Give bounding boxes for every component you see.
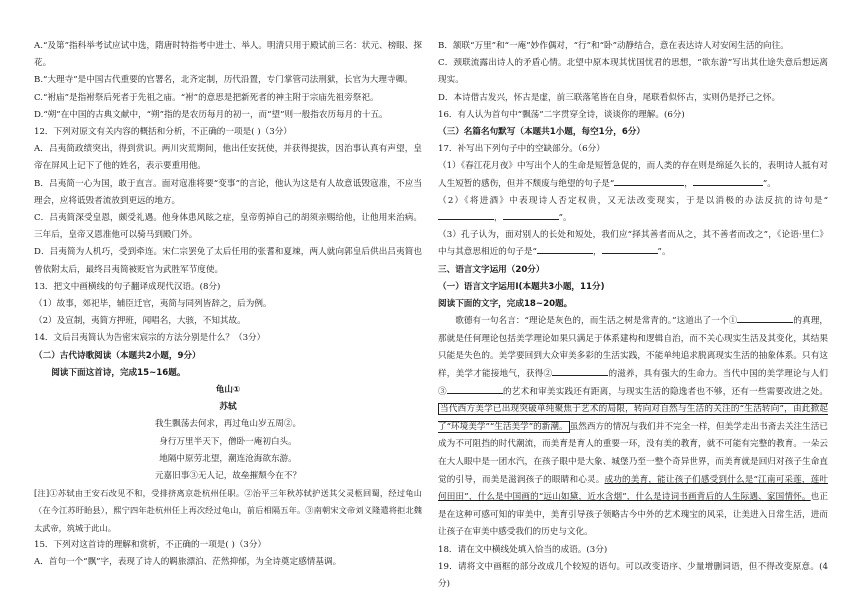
poem-notes: [注]①苏轼由王安石改见不和，受排挤离京赴杭州任职。②治平三年秋苏轼护送其父灵柩回蜀，经过龟山（在今江苏盱眙县），熙宁四年赴杭州任上再次经过龟山，前后相隔五年。③南朝宋文帝刘义隆遣将拒北魏太武帝，筑城于此山。 [34, 488, 422, 533]
question-13: 13．把文中画横线的句子翻译成现代汉语。(8分) [34, 281, 221, 292]
answer-blank[interactable] [447, 384, 503, 394]
section-poetry-heading: （二）古代诗歌阅读（本题共2小题，9分） [34, 350, 201, 361]
answer-blank[interactable] [614, 176, 684, 186]
reading-passage [438, 313, 828, 542]
q15-option-b: B．颔联“万里”和“一庵”妙作偶对，“行”和“卧”动静结合，意在表达诗人对安闲生活的向往。 [438, 41, 789, 51]
poem-line: 地隔中原劳北望，潮连沧海欲东游。 [159, 453, 297, 464]
q13-sentence-1: （1）故事，郊祀毕，辅臣迁官，夷简与同列皆辞之，后为例。 [34, 299, 272, 310]
q15-option-a: A．首句一个“飘”字，表现了诗人的羁旅漂泊、茫然抑郁，为全诗奠定感情基调。 [34, 557, 342, 568]
underlined-sentence: 成功的美育，能让孩子们感受到什么是“江南可采莲，莲叶何田田”，什么是中国画的“远山如黛，近水含烟”，什么是诗词书画背后的人生际遇、家国情怀。 [438, 474, 828, 503]
left-column [34, 38, 422, 571]
q17-item-3 [438, 227, 828, 261]
q17-1-comma: ， [684, 178, 693, 189]
section-recitation-heading: （三）名篇名句默写（本题共1小题，每空1分，6分） [438, 127, 646, 138]
passage-part: 的真理，那就是任何理论包括美学理论如果只满足于体系建构和逻辑自治，而不关心现实生活及其变化，其结果只能是失色的。美学要回到大众审美多彩的生活实践，不能单纯追求脱离现实生活的抽象体系。只有这样，美学才能接地气，获得② [438, 316, 828, 380]
q17-1-text: （1）《春江花月夜》中写出个人的生命是短暂急促的，而人类的存在则是绵延久长的，表明诗人抵有对人生短暂的感伤，但并不颓废与绝望的句子是“ [438, 161, 828, 189]
q17-2-comma: ， [494, 213, 503, 224]
poem-line: 元嘉旧事③无人记，故垒摧颓今在不？ [154, 471, 302, 482]
question-17: 17．补写出下列句子中的空缺部分。（6分） [438, 144, 605, 155]
right-column [438, 38, 828, 594]
question-14: 14．文后吕夷简认为告密宋宸宗的方法分别是什么？（3分） [34, 333, 266, 344]
q12-option-a: A．吕夷简政绩突出，得到赏识。两川灾荒期间，他出任安抚使，并获得提拔，因治事认真有声望，皇帝在屏风上记下了他的姓名，表示要重用他。 [34, 144, 422, 172]
q15-option-c: C．颈联流露出诗人的矛盾心情。北望中原本现其忧国忧君的思想，“欲东游”写出其仕途失意后想远离现实。 [438, 58, 828, 86]
q17-3-text: （3）孔子认为，面对别人的长处和短处，我们应“择其善者而从之，其不善者而改之”，《论语·里仁》中与其意思相近的句子是“ [438, 230, 828, 258]
answer-blank[interactable] [537, 244, 593, 254]
answer-blank[interactable] [552, 366, 608, 376]
poem-body [34, 416, 422, 485]
answer-blank[interactable] [737, 313, 793, 323]
q17-item-1 [438, 158, 828, 192]
option-c-fumiao: C.“袝庙”是指袝祭后死者于先祖之庙。“袝”的意思是把新死者的神主附于宗庙先祖旁祭祀。 [34, 92, 379, 103]
passage-part: 也正是在这种可感可知的审美中，美育引导孩子领略古今中外的艺术瑰宝的风采，让美进入日常生活，进而让孩子在审美中感受我们的历史与文化。 [438, 492, 828, 538]
poetry-instruction: 阅读下面这首诗，完成15~16题。 [51, 367, 186, 378]
answer-blank[interactable] [438, 210, 494, 220]
poem-author: 苏轼 [219, 402, 237, 413]
q17-2-end: ”。 [558, 213, 572, 224]
option-b-dalisi: B.“大理寺”是中国古代重要的官署名，北齐定制，历代沿置，专门掌管司法刑狱，长官为大理寺卿。 [34, 75, 413, 86]
q17-3-comma: ， [592, 247, 602, 258]
question-12: 12．下列对原文有关内容的概括和分析，不正确的一项是( )（3分） [34, 127, 292, 138]
passage-part: 的艺术和审美实践还有距离，与现实生活的隐逸者也不够，还有一些需要改进之处。 [502, 386, 828, 397]
question-15: 15．下列对这首诗的理解和赏析，不正确的一项是( )（3分） [34, 539, 267, 550]
q17-item-2 [438, 193, 828, 227]
passage-part: 歌德有一句名言：“理论是灰色的，而生活之树是常青的。”这道出了一个① [455, 316, 738, 327]
passage-part: 的滋养，具有强大的生命力。当代中国的美学理论与人们③ [438, 369, 828, 397]
part-three-heading: 三、语言文字运用（20分） [438, 264, 545, 275]
q12-option-b: B．吕夷简一心为国，敢于直言。面对寇准将要“变事”的言论，他认为这是有人故意诋毁寇准，不应当理会，应将诋毁者流放到更远的地方。 [34, 178, 422, 206]
q12-option-d: D．吕夷简为人机巧，受到牵连。宋仁宗罢免了太后任用的张耆和夏竦，两人就向郭皇后供出吕夷简也曾依附太后，最终吕夷简被贬官为武胜军节度使。 [34, 247, 422, 275]
passage-part: 虽然西方的情况与我们并不完全一样，但美学走出书斋去关注生活已成为不可阻挡的时代潮流，而美育是育人的重要一环，没有美的教育，就不可能有完整的教育。一朵云在大人眼中是一团水汽，在孩子眼中是大象、城堡乃至一整个奇异世界，而美育就是回归对孩子生命直觉的引导，而美是滋润孩子的眼睛和心灵。 [438, 421, 828, 485]
q17-3-end: ”。 [657, 247, 671, 258]
answer-blank[interactable] [602, 244, 658, 254]
option-a-jidi: A.“及第”指科举考试应试中选，隋唐时特指考中进士、举人。明清只用于殿试前三名：状元、榜眼、探花。 [34, 41, 422, 69]
q12-option-c: C．吕夷简深受皇恩，颇受礼遇。他身体患风眩之症，皇帝剪掉自己的胡须亲赐给他，让他用来治病。三年后，皇帝又恩准他可以骑马到殿门外。 [34, 213, 422, 241]
q13-sentence-2: （2）及宣制，夷简方押班，闻唱名，大骇，不知其故。 [34, 316, 246, 327]
question-18: 18．请在文中横线处填入恰当的成语。(3分) [438, 544, 608, 555]
boxed-sentence: 当代西方美学已出现突破单纯聚焦于艺术的局限，转向对自然与生活的关注的“生活转向”，由此掀起了“环境美学”“生活美学”的新潮。 [438, 404, 828, 432]
language-use-heading: （一）语言文字运用Ⅰ(本题共3小题，11分) [438, 281, 605, 292]
answer-blank[interactable] [503, 210, 559, 220]
question-16: 16．有人认为首句中“飘荡”二字贯穿全诗，谈谈你的理解。(6分) [438, 109, 685, 120]
q17-2-text: （2）《将进酒》中表现诗人否定权贵，又无法改变现实，于是以消极的办法反抗的诗句是“ [438, 195, 828, 206]
option-d-shuo: D.“朔”在中国的古典文献中，“朔”指的是农历每月的初一，而“望”则一般指农历每月的十五。 [34, 109, 388, 120]
answer-blank[interactable] [693, 176, 763, 186]
question-19: 19．请将文中画框的部分改成几个较短的语句。可以改变语序、少量增删词语，但不得改变原意。(4分) [438, 562, 828, 590]
poem-line: 我生飘荡去何求，再过龟山岁五周②。 [154, 419, 302, 430]
q17-1-end: ”。 [762, 178, 776, 189]
reading-instruction: 阅读下面的文字，完成18~20题。 [438, 299, 573, 310]
q15-option-d: D．本诗借古发兴，怀古是虚，前三联落笔皆在自身，尾联看似怀古，实则仍是抒己之怀。 [438, 92, 781, 103]
poem-title: 龟山① [215, 385, 241, 396]
poem-line: 身行万里半天下，僧卧一庵初白头。 [159, 436, 297, 447]
